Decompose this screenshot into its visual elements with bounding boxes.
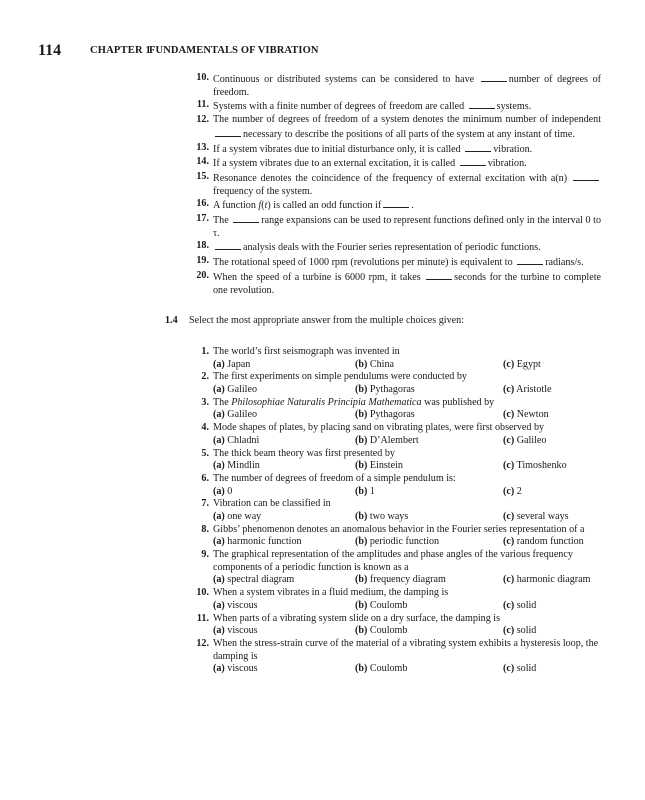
- answer-option: (b) China: [355, 358, 394, 370]
- option-letter: (a): [213, 434, 225, 446]
- option-letter: (b): [355, 460, 368, 472]
- answer-option: (a) spectral diagram: [213, 574, 295, 586]
- question-item: [165, 171, 601, 198]
- page-header: [38, 42, 607, 62]
- question-number: 3 .: [189, 397, 209, 410]
- option-letter: (a): [213, 574, 225, 586]
- answer-option: (c) 2: [503, 485, 522, 497]
- math-variable: t: [264, 200, 268, 212]
- question-text: When a system vibrates in a fluid medium, the damping is: [213, 587, 449, 599]
- question-number: 10 .: [189, 72, 209, 85]
- option-letter: (a): [213, 485, 225, 497]
- answer-option: (a) 0: [213, 485, 233, 497]
- question-number: 12 .: [189, 114, 209, 127]
- answer-blank: [481, 72, 507, 82]
- chapter-label: CHAPTER 1: [90, 45, 152, 56]
- question-number: 13 .: [189, 142, 209, 155]
- page-number: 114: [38, 42, 62, 59]
- question-number: 8 .: [189, 524, 209, 537]
- question-number: 20 .: [189, 270, 209, 283]
- mc-question: [165, 638, 601, 676]
- question-text: The graphical representation of the amplitudes and phase angles of the various frequency components of a periodic function is known as a: [213, 549, 573, 573]
- answer-option: (a) Chladni: [213, 434, 260, 446]
- answer-blank: [517, 255, 543, 265]
- question-item: [165, 240, 601, 255]
- answer-blank: [215, 127, 241, 137]
- question-number: 7 .: [189, 498, 209, 511]
- option-letter: (c): [503, 409, 515, 421]
- answer-option: (b) frequency diagram: [355, 574, 446, 586]
- option-letter: (b): [355, 434, 368, 446]
- question-number: 19 .: [189, 255, 209, 268]
- answer-blank: [426, 270, 452, 280]
- answer-option: (c) Galileo: [503, 434, 547, 446]
- question-text: Resonance denotes the coincidence of the frequency of external excitation with a(n) frequency of the system.: [213, 173, 601, 197]
- option-letter: (b): [355, 536, 368, 548]
- question-number: 16 .: [189, 198, 209, 211]
- option-letter: (b): [355, 599, 368, 611]
- answer-option: (c) harmonic diagram: [503, 574, 591, 586]
- question-number: 9 .: [189, 549, 209, 562]
- question-text: If a system vibrates due to an external excitation, it is called vibration.: [213, 158, 527, 170]
- mc-question: [165, 371, 601, 396]
- answer-option: (a) Japan: [213, 358, 251, 370]
- answer-options: [165, 511, 601, 524]
- mc-question: [165, 587, 601, 612]
- answer-options: [165, 384, 601, 397]
- option-letter: (c): [503, 574, 515, 586]
- question-item: [165, 99, 601, 114]
- answer-option: (a) Galileo: [213, 384, 258, 396]
- option-letter: (b): [355, 574, 368, 586]
- option-letter: (c): [503, 460, 515, 472]
- question-number: 18 .: [189, 240, 209, 253]
- answer-option: (b) Pythagoras: [355, 384, 415, 396]
- question-item: [165, 142, 601, 157]
- answer-option: (c) several ways: [503, 511, 569, 522]
- answer-blank: [465, 142, 491, 152]
- answer-options: [165, 574, 601, 587]
- question-number: 12 .: [189, 638, 209, 651]
- option-letter: (a): [213, 536, 225, 548]
- question-item: [165, 156, 601, 171]
- answer-option: (a) harmonic function: [213, 536, 302, 548]
- answer-option: (b) 1: [355, 485, 375, 497]
- section-number: 1.4: [165, 315, 178, 327]
- answer-option: (b) Coulomb: [355, 625, 408, 637]
- answer-option: (c) solid: [503, 663, 537, 675]
- mc-question: [165, 613, 601, 638]
- question-text: The Philosophiae Naturalis Principia Mathematica was published by: [213, 396, 495, 408]
- option-letter: (b): [355, 358, 368, 370]
- question-text: Gibbs’ phenomenon denotes an anomalous behavior in the Fourier series representation of a: [213, 523, 585, 535]
- answer-option: (b) Coulomb: [355, 599, 408, 611]
- question-number: 11 .: [189, 613, 209, 626]
- answer-option: (b) periodic function: [355, 536, 440, 548]
- answer-option: (c) Newton: [503, 409, 549, 421]
- answer-blank: [469, 99, 495, 109]
- answer-option: (c) Aristotle: [503, 384, 552, 396]
- question-item: [165, 198, 601, 213]
- question-item: [165, 114, 601, 141]
- mc-question: [165, 473, 601, 498]
- answer-option: (b) Coulomb: [355, 663, 408, 675]
- option-letter: (c): [503, 663, 515, 675]
- page-content: [165, 72, 601, 676]
- option-letter: (b): [355, 485, 368, 497]
- option-letter: (a): [213, 384, 225, 396]
- chapter-title: FUNDAMENTALS OF VIBRATION: [149, 45, 319, 56]
- answer-option: (a) viscous: [213, 663, 258, 675]
- mc-question: [165, 397, 601, 422]
- answer-option: (b) two ways: [355, 511, 409, 522]
- answer-option: (c) Egypt: [503, 358, 541, 370]
- mc-question: [165, 346, 601, 371]
- option-letter: (a): [213, 409, 225, 421]
- question-text: When the speed of a turbine is 6000 rpm, it takes seconds for the turbine to complete one revolution.: [213, 271, 601, 296]
- question-text: A function f(t) is called an odd function if .: [213, 200, 414, 212]
- question-text: When parts of a vibrating system slide on a dry surface, the damping is: [213, 612, 501, 624]
- option-letter: (c): [503, 434, 515, 446]
- option-letter: (b): [355, 409, 368, 421]
- question-text: Mode shapes of plates, by placing sand on vibrating plates, were first observed by: [213, 422, 545, 434]
- fill-in-questions: [165, 72, 601, 297]
- question-text: Continuous or distributed systems can be considered to have number of degrees of freedom.: [213, 74, 601, 98]
- answer-option: (a) one way: [213, 511, 262, 522]
- question-item: [165, 270, 601, 297]
- answer-options: [165, 435, 601, 448]
- question-number: 4 .: [189, 422, 209, 435]
- answer-option: (c) Timoshenko: [503, 460, 567, 472]
- answer-blank: [460, 156, 486, 166]
- answer-blank: [233, 213, 259, 223]
- question-item: [165, 72, 601, 99]
- answer-options: [165, 625, 601, 638]
- option-letter: (a): [213, 599, 225, 611]
- answer-blank: [383, 198, 409, 208]
- option-letter: (c): [503, 384, 515, 396]
- option-letter: (a): [213, 511, 225, 522]
- answer-option: (a) Mindlin: [213, 460, 260, 472]
- mc-question: [165, 549, 601, 587]
- question-text: The thick beam theory was first presented by: [213, 447, 395, 459]
- option-letter: (c): [503, 511, 515, 522]
- question-text: The first experiments on simple pendulums were conducted by: [213, 371, 467, 383]
- question-text: When the stress-strain curve of the material of a vibrating system exhibits a hysteresis loop, the damping is: [213, 637, 599, 662]
- option-letter: (b): [355, 625, 368, 637]
- answer-option: (a) viscous: [213, 625, 258, 637]
- option-letter: (c): [503, 358, 515, 370]
- question-number: 17 .: [189, 213, 209, 226]
- section-instruction: Select the most appropriate answer from the multiple choices given:: [189, 315, 464, 327]
- question-number: 15 .: [189, 171, 209, 184]
- option-letter: (c): [503, 536, 515, 548]
- answer-option: (c) solid: [503, 625, 537, 637]
- option-letter: (b): [355, 511, 368, 522]
- answer-options: [165, 663, 601, 676]
- answer-option: (a) viscous: [213, 599, 258, 611]
- answer-option: (b) Pythagoras: [355, 409, 415, 421]
- answer-option: (b) Einstein: [355, 460, 403, 472]
- answer-option: (c) random function: [503, 536, 584, 548]
- mc-question: [165, 498, 601, 523]
- answer-options: [165, 409, 601, 422]
- mc-question: [165, 448, 601, 473]
- mc-question: [165, 422, 601, 447]
- question-text: If a system vibrates due to initial disturbance only, it is called vibration.: [213, 143, 533, 155]
- answer-options: [165, 486, 601, 499]
- answer-blank: [573, 171, 599, 181]
- option-letter: (c): [503, 599, 515, 611]
- question-text: The number of degrees of freedom of a system denotes the minimum number of independent necessary to describe the positions of all parts of the system at any instant of time.: [213, 114, 601, 140]
- question-item: [165, 255, 601, 270]
- math-function: f: [258, 200, 262, 212]
- answer-option: (b) D’Alembert: [355, 434, 419, 446]
- question-text: The number of degrees of freedom of a simple pendulum is:: [213, 472, 456, 484]
- option-letter: (b): [355, 663, 368, 675]
- question-number: 5 .: [189, 448, 209, 461]
- option-letter: (a): [213, 663, 225, 675]
- question-number: 14 .: [189, 156, 209, 169]
- question-item: [165, 213, 601, 240]
- question-number: 2 .: [189, 371, 209, 384]
- mc-question: [165, 524, 601, 549]
- option-letter: (a): [213, 358, 225, 370]
- question-text: The range expansions can be used to represent functions defined only in the interval 0 to τ.: [213, 215, 601, 239]
- option-letter: (c): [503, 625, 515, 637]
- multiple-choice-questions: [165, 346, 601, 676]
- question-text: analysis deals with the Fourier series representation of periodic functions.: [213, 242, 541, 253]
- answer-options: [165, 460, 601, 473]
- question-number: 6 .: [189, 473, 209, 486]
- question-number: 11 .: [189, 99, 209, 112]
- answer-option: (a) Galileo: [213, 409, 258, 421]
- option-letter: (a): [213, 460, 225, 472]
- option-letter: (b): [355, 384, 368, 396]
- section-heading: [165, 315, 601, 328]
- question-text: Vibration can be classified in: [213, 498, 331, 510]
- question-text: The rotational speed of 1000 rpm (revolutions per minute) is equivalent to radians/s.: [213, 257, 584, 269]
- option-letter: (c): [503, 485, 515, 497]
- answer-options: [165, 359, 601, 372]
- answer-blank: [215, 240, 241, 250]
- answer-option: (c) solid: [503, 599, 537, 611]
- answer-options: [165, 600, 601, 613]
- answer-options: [165, 536, 601, 549]
- question-text: The world’s first seismograph was invented in: [213, 345, 400, 357]
- question-number: 1 .: [189, 346, 209, 359]
- question-number: 10 .: [189, 587, 209, 600]
- option-letter: (a): [213, 625, 225, 637]
- book-title: Philosophiae Naturalis Principia Mathematica: [231, 396, 422, 408]
- question-text: Systems with a finite number of degrees of freedom are called systems.: [213, 101, 532, 113]
